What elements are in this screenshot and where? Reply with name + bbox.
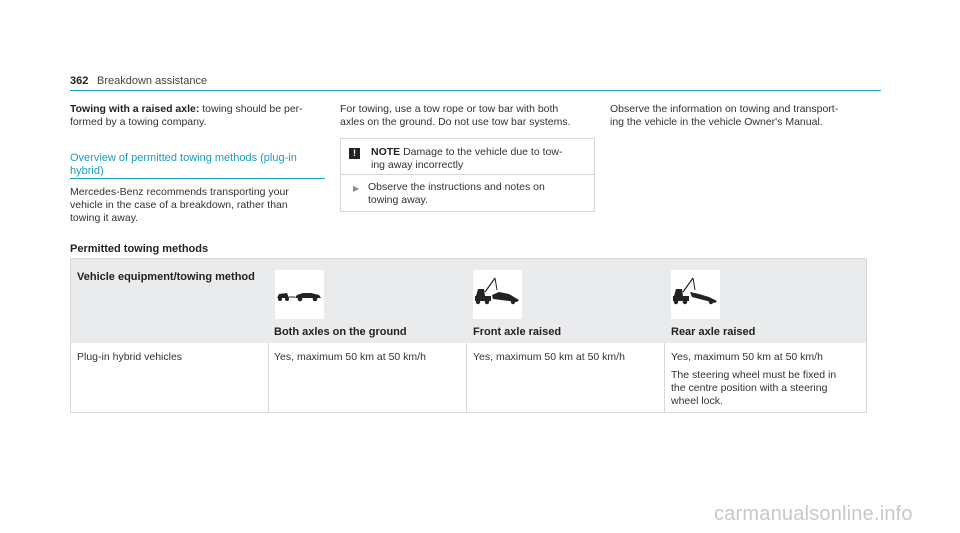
tow-truck-front-raised-icon (473, 270, 522, 319)
note-text-line2: ing away incorrectly (371, 159, 464, 171)
recommendation-paragraph (70, 186, 325, 225)
owners-manual-paragraph (610, 103, 870, 129)
warning-icon: ! (349, 148, 360, 159)
steering-lock-note-line: the centre position with a steering (671, 382, 828, 394)
owners-manual-line: ing the vehicle in the vehicle Owner's Manual. (610, 116, 823, 128)
note-instruction-line2: towing away. (368, 194, 428, 206)
column-header-rear-raised: Rear axle raised (671, 326, 756, 338)
owners-manual-line: Observe the information on towing and transport- (610, 103, 839, 115)
header-divider (70, 90, 881, 91)
towing-raised-axle-text-line2: formed by a towing company. (70, 116, 207, 128)
towing-raised-axle-lead: Towing with a raised axle: (70, 103, 200, 115)
arrow-right-icon: ▶ (353, 184, 360, 193)
recommendation-line: Mercedes-Benz recommends transporting your (70, 186, 289, 198)
table-column-divider (268, 343, 269, 412)
subheading-divider (70, 178, 325, 179)
tow-rope-paragraph (340, 103, 595, 129)
recommendation-line: towing it away. (70, 212, 139, 224)
towing-raised-axle-paragraph (70, 103, 320, 129)
steering-lock-note (671, 369, 861, 408)
overview-subheading-line2: hybrid) (70, 165, 104, 177)
table-row-label: Plug-in hybrid vehicles (77, 351, 183, 363)
table-column-divider (466, 343, 467, 412)
note-text-line1: Damage to the vehicle due to tow- (403, 146, 563, 158)
tow-truck-rear-raised-icon (671, 270, 720, 319)
watermark: carmanualsonline.info (714, 503, 913, 525)
steering-lock-note-line: The steering wheel must be fixed in (671, 369, 837, 381)
table-cell-front-raised: Yes, maximum 50 km at 50 km/h (473, 351, 625, 363)
towing-raised-axle-text: towing should be per- (199, 103, 303, 115)
table-title: Permitted towing methods (70, 243, 209, 255)
note-divider (341, 174, 594, 175)
note-instruction-line1: Observe the instructions and notes on (368, 181, 545, 193)
tow-rope-line: axles on the ground. Do not use tow bar systems. (340, 116, 571, 128)
note-text (371, 146, 591, 172)
towing-methods-table (70, 258, 867, 413)
recommendation-line: vehicle in the case of a breakdown, rather than (70, 199, 288, 211)
table-header-first: Vehicle equipment/towing method (77, 271, 255, 283)
note-instruction (368, 181, 590, 207)
overview-subheading (70, 152, 325, 178)
table-column-divider (664, 343, 665, 412)
note-box (340, 138, 595, 212)
table-cell-rear-raised: Yes, maximum 50 km at 50 km/h (671, 351, 823, 363)
note-label: NOTE (371, 146, 401, 158)
overview-subheading-line1: Overview of permitted towing methods (plug-in (70, 152, 297, 164)
column-header-front-raised: Front axle raised (473, 326, 562, 338)
tow-rope-line: For towing, use a tow rope or tow bar with both (340, 103, 559, 115)
section-title: Breakdown assistance (97, 75, 208, 87)
page-number: 362 (70, 75, 89, 87)
car-towed-by-car-icon (275, 270, 324, 319)
table-cell-both-axles: Yes, maximum 50 km at 50 km/h (274, 351, 426, 363)
column-header-both-axles: Both axles on the ground (274, 326, 407, 338)
steering-lock-note-line: wheel lock. (671, 395, 723, 407)
